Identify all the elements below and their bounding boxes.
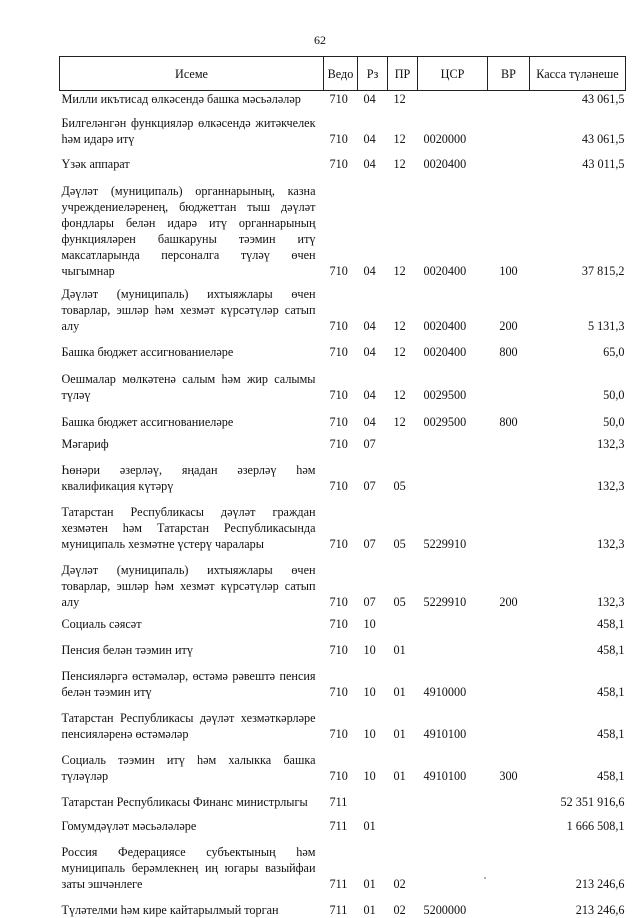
cell-rz: 10 xyxy=(363,643,376,657)
cell-name: Башка бюджет ассигнованиеләре xyxy=(61,415,234,429)
cell-pr: 05 xyxy=(393,479,406,493)
cell-rz: 01 xyxy=(363,903,376,917)
cell-pr: 01 xyxy=(393,727,406,741)
cell-rz: 07 xyxy=(363,479,376,493)
page-number: 62 xyxy=(314,33,326,47)
cell-amount: 458,1 xyxy=(597,769,625,783)
cell-vr: 200 xyxy=(499,319,518,333)
cell-dept: 710 xyxy=(329,537,348,551)
cell-amount: 132,3 xyxy=(597,537,625,551)
table-row xyxy=(60,658,626,700)
cell-vr: 100 xyxy=(499,264,518,278)
cell-csr xyxy=(418,430,488,452)
cell-name: Түләтелми һәм кире кайтарылмый торган xyxy=(61,903,279,917)
cell-name: Оешмалар мөлкәтенә салым һәм жир салымы түләү xyxy=(61,372,316,402)
cell-dept: 710 xyxy=(329,685,348,699)
cell-csr: 4910100 xyxy=(423,727,467,741)
cell-dept: 711 xyxy=(329,819,348,833)
cell-rz: 10 xyxy=(363,769,376,783)
table-row xyxy=(60,742,626,784)
cell-pr: 05 xyxy=(393,537,406,551)
table-row xyxy=(60,552,626,610)
cell-rz xyxy=(358,784,388,810)
cell-name: Социаль сәясәт xyxy=(61,617,142,631)
cell-name: Россия Федерациясе субъектының һәм муниципаль берәмлекнең иң югары вазыйфаи заты эшчәнлеге xyxy=(61,845,316,891)
cell-pr: 12 xyxy=(393,132,406,146)
cell-csr xyxy=(418,810,488,834)
cell-dept: 710 xyxy=(329,264,348,278)
cell-amount: 458,1 xyxy=(597,643,625,657)
cell-rz: 04 xyxy=(363,388,376,402)
table-row xyxy=(60,91,626,108)
cell-pr: 12 xyxy=(393,319,406,333)
cell-csr xyxy=(418,452,488,494)
header-pr: ПР xyxy=(388,57,418,91)
cell-name: Пенсия белән тәэмин итү xyxy=(61,643,193,657)
cell-rz: 07 xyxy=(363,537,376,551)
cell-csr: 5229910 xyxy=(423,537,467,551)
cell-vr: 800 xyxy=(499,415,518,429)
cell-pr: 12 xyxy=(393,92,406,106)
table-row xyxy=(60,810,626,834)
cell-csr: 0029500 xyxy=(423,415,467,429)
cell-amount: 132,3 xyxy=(597,479,625,493)
cell-pr: 12 xyxy=(393,345,406,359)
cell-name: Үзәк аппарат xyxy=(61,157,130,171)
header-csr: ЦСР xyxy=(418,57,488,91)
cell-csr xyxy=(418,632,488,658)
cell-name: Гомумдәүләт мәсьәләләре xyxy=(61,819,197,833)
cell-amount: 5 131,3 xyxy=(587,319,625,333)
cell-rz: 04 xyxy=(363,345,376,359)
cell-amount: 213 246,6 xyxy=(575,903,625,917)
cell-rz: 04 xyxy=(363,415,376,429)
cell-vr xyxy=(488,700,530,742)
cell-vr xyxy=(488,91,530,108)
cell-csr: 4910000 xyxy=(423,685,467,699)
cell-vr xyxy=(488,784,530,810)
cell-amount: 458,1 xyxy=(597,685,625,699)
header-amount: Касса түләнеше xyxy=(530,57,626,91)
cell-name: Билгеләнгән функцияләр өлкәсендә житәкчелек һәм идарә итү xyxy=(61,116,316,146)
cell-rz: 01 xyxy=(363,819,376,833)
cell-rz: 07 xyxy=(363,437,376,451)
cell-vr xyxy=(488,810,530,834)
header-vr: ВР xyxy=(488,57,530,91)
cell-vr: 800 xyxy=(499,345,518,359)
cell-csr: 5229910 xyxy=(423,595,467,609)
cell-pr: 12 xyxy=(393,388,406,402)
cell-pr: 02 xyxy=(393,903,406,917)
cell-dept: 710 xyxy=(329,415,348,429)
table-row xyxy=(60,610,626,632)
cell-vr xyxy=(488,430,530,452)
table-row xyxy=(60,279,626,334)
table-row xyxy=(60,632,626,658)
cell-csr: 4910100 xyxy=(423,769,467,783)
table-row xyxy=(60,892,626,918)
cell-name: Милли икътисад өлкәсендә башка мәсьәләләр xyxy=(61,92,301,106)
table-row xyxy=(60,430,626,452)
cell-csr: 0020400 xyxy=(423,157,467,171)
cell-csr: 5200000 xyxy=(423,903,467,917)
cell-pr xyxy=(388,784,418,810)
cell-dept: 710 xyxy=(329,479,348,493)
header-row xyxy=(60,57,626,91)
cell-name: Башка бюджет ассигнованиеләре xyxy=(61,345,234,359)
cell-vr xyxy=(488,658,530,700)
cell-rz: 10 xyxy=(363,685,376,699)
cell-dept: 710 xyxy=(329,595,348,609)
cell-amount: 458,1 xyxy=(597,727,625,741)
table-row xyxy=(60,784,626,810)
header-dept: Ведо xyxy=(324,57,358,91)
cell-dept: 711 xyxy=(329,795,348,809)
cell-vr xyxy=(488,494,530,552)
cell-pr: 05 xyxy=(393,595,406,609)
cell-csr xyxy=(418,834,488,892)
cell-name: Дәүләт (муниципаль) органнарының, казна учреждениеләренең, бюджеттан тыш дәүләт фондлары белән идарә итү органнарының функцияләрен башкаруны тәэмин итү максатларында персоналга түләү өчен чыгымнар xyxy=(61,184,316,278)
cell-name: Татарстан Республикасы дәүләт хезмәткәрләре пенсияләренә өстәмәләр xyxy=(61,711,316,741)
cell-amount: 52 351 916,6 xyxy=(560,795,625,809)
cell-name: Һөнәри әзерләү, яңадан әзерләү һәм квалификация күтәрү xyxy=(61,463,316,493)
cell-pr: 02 xyxy=(393,877,406,891)
table-row xyxy=(60,172,626,279)
cell-amount: 213 246,6 xyxy=(575,877,625,891)
scan-speck xyxy=(484,877,486,879)
cell-amount: 1 666 508,1 xyxy=(566,819,625,833)
cell-pr: 01 xyxy=(393,643,406,657)
cell-vr xyxy=(488,834,530,892)
cell-name: Мәгариф xyxy=(61,437,109,451)
cell-rz: 04 xyxy=(363,319,376,333)
cell-rz: 04 xyxy=(363,132,376,146)
cell-amount: 50,0 xyxy=(603,415,625,429)
cell-amount: 43 061,5 xyxy=(581,92,625,106)
cell-vr xyxy=(488,632,530,658)
cell-rz: 04 xyxy=(363,264,376,278)
table-row xyxy=(60,452,626,494)
cell-name: Татарстан Республикасы дәүләт граждан хезмәтен һәм Татарстан Республикасында муниципаль хезмәтне үстерү чаралары xyxy=(61,505,316,551)
table-row xyxy=(60,147,626,172)
cell-dept: 711 xyxy=(329,903,348,917)
cell-amount: 43 011,5 xyxy=(582,157,625,171)
cell-amount: 50,0 xyxy=(603,388,625,402)
cell-pr: 12 xyxy=(393,264,406,278)
cell-name: Социаль тәэмин итү һәм халыкка башка түләүләр xyxy=(61,753,316,783)
cell-csr xyxy=(418,91,488,108)
cell-csr: 0020400 xyxy=(423,319,467,333)
cell-dept: 710 xyxy=(329,157,348,171)
table-row xyxy=(60,494,626,552)
cell-rz: 01 xyxy=(363,877,376,891)
cell-name: Татарстан Республикасы Финанс министрлыгы xyxy=(61,795,308,809)
cell-dept: 710 xyxy=(329,319,348,333)
cell-vr xyxy=(488,147,530,172)
cell-vr xyxy=(488,452,530,494)
cell-vr xyxy=(488,610,530,632)
cell-dept: 710 xyxy=(329,388,348,402)
cell-amount: 37 815,2 xyxy=(581,264,625,278)
cell-pr xyxy=(388,810,418,834)
cell-dept: 710 xyxy=(329,345,348,359)
cell-dept: 710 xyxy=(329,437,348,451)
cell-vr xyxy=(488,360,530,403)
cell-name: Дәүләт (муниципаль) ихтыяжлары өчен товарлар, эшләр һәм хезмәт күрсәтүләр сатып алу xyxy=(61,563,316,609)
table-row xyxy=(60,834,626,892)
cell-rz: 04 xyxy=(363,92,376,106)
table-row xyxy=(60,403,626,430)
cell-amount: 458,1 xyxy=(597,617,625,631)
cell-dept: 710 xyxy=(329,643,348,657)
cell-amount: 132,3 xyxy=(597,437,625,451)
cell-dept: 710 xyxy=(329,92,348,106)
cell-name: Пенсияләргә өстәмәләр, өстәмә рәвештә пенсия белән тәэмин итү xyxy=(61,669,316,699)
cell-dept: 710 xyxy=(329,132,348,146)
cell-rz: 07 xyxy=(363,595,376,609)
cell-csr xyxy=(418,784,488,810)
cell-csr: 0029500 xyxy=(423,388,467,402)
cell-csr xyxy=(418,610,488,632)
header-rz: Рз xyxy=(358,57,388,91)
cell-vr xyxy=(488,107,530,147)
table-row xyxy=(60,334,626,360)
cell-vr xyxy=(488,892,530,918)
budget-table xyxy=(59,56,626,918)
cell-csr: 0020400 xyxy=(423,345,467,359)
cell-vr: 200 xyxy=(499,595,518,609)
cell-amount: 43 061,5 xyxy=(581,132,625,146)
cell-rz: 10 xyxy=(363,727,376,741)
cell-pr xyxy=(388,610,418,632)
cell-rz: 10 xyxy=(363,617,376,631)
table-row xyxy=(60,700,626,742)
cell-csr: 0020400 xyxy=(423,264,467,278)
cell-amount: 65,0 xyxy=(603,345,625,359)
header-name: Исеме xyxy=(60,57,324,91)
cell-pr: 12 xyxy=(393,157,406,171)
cell-rz: 04 xyxy=(363,157,376,171)
cell-pr: 01 xyxy=(393,769,406,783)
cell-dept: 710 xyxy=(329,769,348,783)
table-row xyxy=(60,360,626,403)
cell-pr: 01 xyxy=(393,685,406,699)
cell-csr: 0020000 xyxy=(423,132,467,146)
cell-vr: 300 xyxy=(499,769,518,783)
cell-pr: 12 xyxy=(393,415,406,429)
table-row xyxy=(60,107,626,147)
cell-dept: 710 xyxy=(329,617,348,631)
cell-dept: 711 xyxy=(329,877,348,891)
cell-dept: 710 xyxy=(329,727,348,741)
cell-amount: 132,3 xyxy=(597,595,625,609)
cell-name: Дәүләт (муниципаль) ихтыяжлары өчен товарлар, эшләр һәм хезмәт күрсәтүләр сатып алу xyxy=(61,287,316,333)
cell-pr xyxy=(388,430,418,452)
